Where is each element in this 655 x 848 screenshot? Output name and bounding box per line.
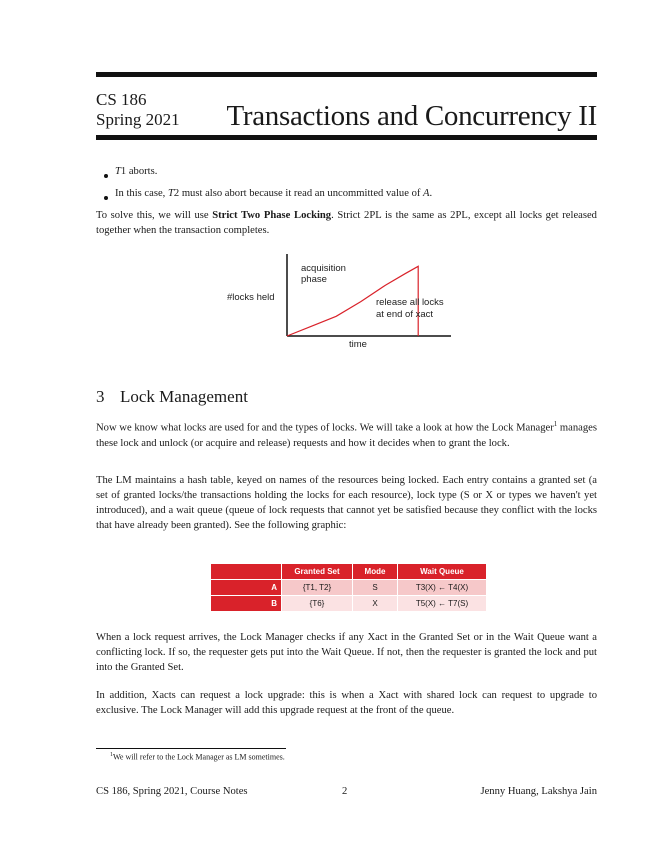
paragraph-lock-request: When a lock request arrives, the Lock Manager checks if any Xact in the Granted Set or in the Wait Queue want a conflicting lock. If so, the requester gets put into the Wait Queue. If not, then the requester is granted the lock and put into the Granted Set.	[96, 632, 597, 673]
header-wait-queue: Wait Queue	[398, 564, 487, 580]
resource-name: A	[211, 580, 282, 596]
footnote: $^1$We will refer to the Lock Manager as LM sometimes.	[110, 752, 285, 762]
intro-paragraph: To solve this, we will use Strict Two Phase Locking. Strict 2PL is the same as 2PL, except all locks get released together when the transaction completes.	[96, 210, 597, 236]
lock-table-corner	[211, 564, 282, 580]
bullet-item-2: In this case, T2 must also abort because it read an uncommitted value of A.	[115, 188, 433, 199]
section-heading	[96, 387, 248, 407]
bullet-item-1: T1 aborts.	[115, 166, 158, 177]
lock-table-header-row	[211, 564, 487, 580]
footnote-marker: 1	[553, 420, 558, 428]
table-row	[211, 580, 487, 596]
header-course-info	[96, 90, 180, 130]
x-axis-label: time	[349, 339, 367, 350]
y-axis-label: #locks held	[227, 292, 275, 303]
resource-name: B	[211, 596, 282, 612]
header-granted-set: Granted Set	[282, 564, 353, 580]
footer-left: CS 186, Spring 2021, Course Notes	[96, 786, 248, 797]
paragraph-hash-table: The LM maintains a hash table, keyed on names of the resources being locked. Each entry contains a granted set (a set of granted locks/the transactions holding the locks for each resource), lock type (S or X or types we haven't yet introduced), and a wait queue (queue of lock requests that cannot yet be satisfied because they conflict with the locks that have already been granted). See the following graphic:	[96, 475, 597, 531]
course-code: CS 186	[96, 90, 147, 109]
paragraph-lock-upgrade: In addition, Xacts can request a lock upgrade: this is when a Xact with shared lock can request to upgrade to exclusive. The Lock Manager will add this upgrade request at the front of the queue.	[96, 690, 597, 716]
section-number: 3	[96, 387, 105, 406]
paragraph-lock-manager: Now we know what locks are used for and the types of locks. We will take a look at how the Lock Manager$^1$ manages these lock and unlock (or acquire and release) requests and how it decides when to grant the lock.	[96, 420, 597, 449]
page-title: Transactions and Concurrency II	[226, 100, 597, 132]
section-title: Lock Management	[120, 387, 248, 406]
mode-cell: S	[353, 580, 398, 596]
annotation-acquisition: acquisition phase	[301, 263, 346, 285]
lock-table	[210, 563, 487, 612]
bullet-dot	[104, 174, 108, 178]
granted-set-cell: {T1, T2}	[282, 580, 353, 596]
annotation-release: release all locks at end of xact	[376, 297, 444, 320]
footer-right: Jenny Huang, Lakshya Jain	[480, 786, 597, 797]
mode-cell: X	[353, 596, 398, 612]
bullet-dot	[104, 196, 108, 200]
table-row	[211, 596, 487, 612]
footnote-rule	[96, 748, 286, 749]
footnote-number: 1	[110, 752, 113, 758]
page-number: 2	[342, 786, 348, 797]
wait-queue-cell: T3(X) ← T4(X)	[398, 580, 487, 596]
strict-2pl-term: Strict Two Phase Locking	[212, 210, 332, 221]
wait-queue-cell: T5(X) ← T7(S)	[398, 596, 487, 612]
strict-2pl-chart	[215, 250, 475, 350]
header-top-rule	[96, 72, 597, 77]
granted-set-cell: {T6}	[282, 596, 353, 612]
course-term: Spring 2021	[96, 110, 180, 129]
header-bottom-rule	[96, 135, 597, 140]
header-mode: Mode	[353, 564, 398, 580]
